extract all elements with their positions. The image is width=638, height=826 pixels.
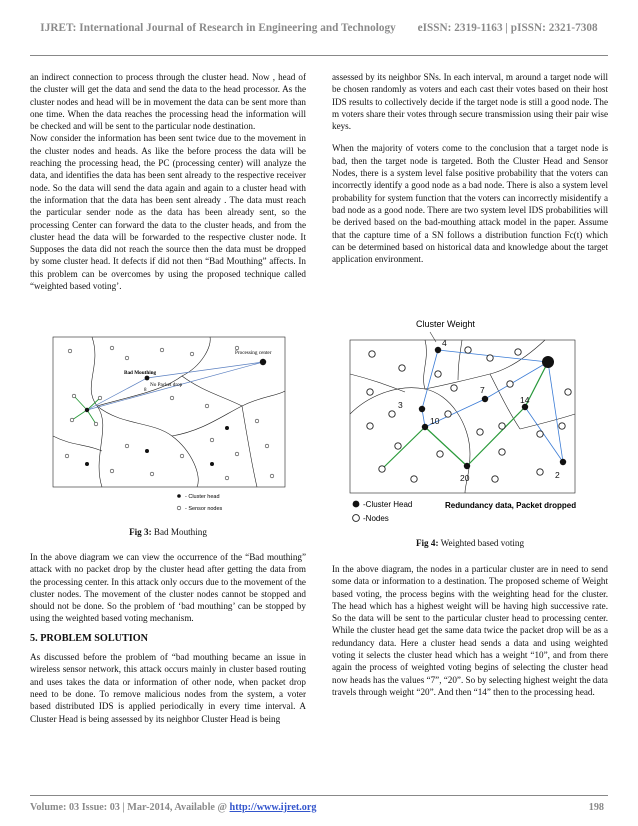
sensor-node: [72, 394, 76, 398]
weight-label: 2: [555, 470, 560, 480]
legend-cluster-head-marker: [353, 501, 360, 508]
node: [477, 429, 483, 435]
footer-rule: [30, 795, 608, 796]
cluster-head-node: [464, 463, 470, 469]
sensor-node: [190, 352, 194, 356]
node: [379, 466, 385, 472]
sensor-node: [210, 438, 214, 442]
section-heading: 5. PROBLEM SOLUTION: [30, 632, 149, 644]
weight-label: 7: [480, 385, 485, 395]
voting-link: [422, 350, 438, 409]
cluster-boundary: [242, 406, 257, 487]
cluster-boundary: [91, 337, 103, 487]
sensor-node: [205, 404, 209, 408]
node: [389, 411, 395, 417]
weight-label: 10: [430, 416, 440, 426]
weighted-path: [467, 407, 525, 466]
cluster-head-node: [85, 462, 89, 466]
node: [559, 423, 565, 429]
cluster-circle-boundary: [350, 388, 470, 493]
sensor-node: [180, 454, 184, 458]
bad-mouthing-label: Bad Mouthing: [124, 370, 157, 376]
sensor-node: [110, 469, 114, 473]
processing-center-node: [260, 359, 266, 365]
sensor-node: [65, 454, 69, 458]
cluster-boundary: [53, 436, 102, 451]
left-column-lower: [30, 551, 306, 725]
cluster-head-node: [435, 347, 441, 353]
processing-head-node: [542, 356, 554, 368]
fig4-caption-title: Weighted based voting: [440, 538, 525, 548]
cluster-head-node: [560, 459, 566, 465]
node: [451, 385, 457, 391]
left-column-upper: [30, 71, 306, 292]
weighted-path: [382, 427, 425, 469]
redundancy-annotation: Redundancy data, Packet dropped: [445, 501, 577, 510]
legend-cluster-head-text: - Cluster head: [185, 494, 220, 500]
fig3-caption: [30, 527, 306, 537]
journal-issn: eISSN: 2319-1163 | pISSN: 2321-7308: [417, 22, 598, 34]
cluster-link: [87, 410, 96, 424]
legend-sensor-marker: [177, 506, 181, 510]
fig4-caption-label: Fig 4:: [415, 538, 439, 548]
cluster-boundary: [520, 414, 575, 429]
node: [411, 476, 417, 482]
fig4-title: Cluster Weight: [416, 319, 475, 329]
right-column-upper: [332, 71, 608, 265]
voting-link: [548, 362, 563, 462]
node: [537, 469, 543, 475]
cluster-head-node: [225, 426, 229, 430]
cluster-boundary: [424, 340, 427, 389]
fig3-caption-title: Bad Mouthing: [153, 527, 207, 537]
sensor-node: [225, 476, 229, 480]
fig3-bad-mouthing-diagram: [52, 336, 287, 516]
node: [565, 389, 571, 395]
data-path-line: [147, 362, 263, 378]
node: [465, 347, 471, 353]
page-number: 198: [588, 802, 604, 813]
weight-label: 14: [520, 395, 530, 405]
legend-sensor-text: - Sensor nodes: [185, 506, 223, 512]
node: [367, 389, 373, 395]
node-number-label: 8: [144, 388, 147, 393]
paragraph: an indirect connection to process through the cluster head. Now , head of the cluster will get the data and send the data to the head processor. As the cluster nodes and head will be in movement the data can be sent more than one time. When the data reaches the processing head the information will be checked and will be sent to the particular node destination.: [30, 72, 306, 132]
paragraph: When the majority of voters come to the conclusion that a target node is bad, then the target node is targeted. Both the Cluster Head and Sensor Nodes, there is a system level false positive probability that the voters can incorrectly identify a good node as a bad node. There is also a system level probability for system function that the voters can incorrectly misidentify a bad node as a good node. There are two system level IDS probabilities will be derived based on the bad-mouthing attack model in the paper. Assume that the capture time of a SN follows a distribution function Fc(t) which can be determined based on historical data and knowledge about the target application environment.: [332, 143, 608, 265]
weight-label: 3: [398, 400, 403, 410]
paragraph: In the above diagram we can view the occurrence of the “Bad mouthing” attack with no packet drop by the cluster head after getting the data from the processing center. In this attack only occurs due to the movement of the cluster nodes. The movement of the cluster nodes cannot be stopped and should not be done. So the problem of ‘bad mouthing’ can be stopped by using the weighted based voting mechanism.: [30, 552, 306, 624]
paragraph: As discussed before the problem of “bad mouthing became an issue in wireless sensor network, this attack occurs mainly in cluster based routing and uses takes the data or information of other node, when packet drop need to be done. To remove malicious nodes from the system, a voter based distributed IDS is applied periodically in every time interval. A Cluster Head is being assessed by its neighbor Cluster Head is being: [30, 652, 306, 724]
sensor-node: [270, 474, 274, 478]
sensor-node: [160, 348, 164, 352]
title-pointer: [430, 332, 436, 342]
paragraph: In the above diagram, the nodes in a particular cluster are in need to send some data or information to a destination. The proposed scheme of Weight based voting, the process begins with the weighting head for the cluster. The head which has a highest weight will be having high successive rate. So the data will be sent to the particular cluster head to processing center. While the cluster head get the same data twice the packet drop will be as a redundancy data. Here a cluster head sends a data and using weighted voting it selects the cluster head which has a weight “10”, and from there again the process of weighted voting begins of selecting the cluster head now heads has the values “7”, “20”. So by selecting highest weight the data travels through weight “20”. And then “14” then to the processing head.: [332, 564, 608, 697]
paragraph: assessed by its neighbor SNs. In each interval, m around a target node will be chosen randomly as voters and each cast their votes based on their host IDS results to collectively decide if the target node is still a good node. The m voters share their votes through secure transmission using their pair wise keys.: [332, 72, 608, 132]
header-rule: [30, 55, 608, 56]
weight-label: 4: [442, 338, 447, 348]
journal-header: [0, 22, 638, 34]
weighted-path: [425, 427, 467, 466]
processing-center-label: Processing center: [235, 350, 272, 356]
voting-link: [525, 407, 563, 462]
node: [445, 411, 451, 417]
sensor-node: [94, 422, 98, 426]
sensor-node: [170, 396, 174, 400]
sensor-node: [125, 356, 129, 360]
sensor-node: [265, 444, 269, 448]
legend-cluster-head-text: -Cluster Head: [363, 500, 413, 509]
sensor-node: [150, 472, 154, 476]
cluster-link: [72, 410, 87, 420]
cluster-boundary: [182, 376, 242, 406]
cluster-head-node: [422, 424, 428, 430]
node: [367, 423, 373, 429]
node: [499, 449, 505, 455]
node: [492, 476, 498, 482]
node: [435, 371, 441, 377]
node: [437, 451, 443, 457]
legend-node-marker: [353, 515, 360, 522]
cluster-head-node: [85, 408, 89, 412]
sensor-node: [68, 349, 72, 353]
journal-link[interactable]: http://www.ijret.org: [229, 802, 317, 813]
node: [499, 423, 505, 429]
node: [507, 381, 513, 387]
sensor-node: [70, 418, 74, 422]
sensor-node: [98, 396, 102, 400]
fig3-caption-label: Fig 3:: [129, 527, 152, 537]
cluster-head-node: [482, 396, 488, 402]
cluster-boundary: [490, 374, 520, 429]
node: [515, 349, 521, 355]
data-path-line: [87, 378, 147, 410]
sensor-node: [125, 444, 129, 448]
cluster-head-node: [145, 449, 149, 453]
no-packet-drop-label: No Packet drop: [150, 382, 183, 388]
node: [537, 431, 543, 437]
cluster-boundary: [458, 340, 462, 380]
paragraph: Now consider the information has been sent twice due to the movement in the cluster nodes and heads. As like the before process the data will be reaching the processing head, the PC (processing center) will analyze the data, and identifies the data has been sent already to the respective receiver node. So the data will send the data again and again to a cluster head with the information that the data has been sent already . The data must reach the particular sender node as the data has been already sent, so the processing Center can forward the data to the cluster heads, and from the cluster head the data will be forwarded to the respective cluster node. It Supposes the data did not reach the source then the data must be dropped by some cluster head. It defects if did not then “Bad Mouthing” affects. In this problem can be overcomes by using the proposed technique called “weighted based voting’.: [30, 133, 306, 292]
cluster-head-node: [419, 406, 425, 412]
cluster-boundary: [97, 406, 198, 487]
legend-node-text: -Nodes: [363, 514, 389, 523]
journal-title: IJRET: International Journal of Research in Engineering and Technology: [40, 22, 396, 34]
page-footer: [30, 802, 608, 813]
fig4-weighted-voting-diagram: [330, 314, 600, 532]
right-column-lower: [332, 563, 608, 698]
weight-label: 20: [460, 473, 470, 483]
fig4-caption: [332, 538, 608, 548]
footer-text: Volume: 03 Issue: 03 | Mar-2014, Available @: [30, 802, 230, 813]
node: [487, 355, 493, 361]
node: [395, 443, 401, 449]
node: [369, 351, 375, 357]
sensor-node: [255, 419, 259, 423]
sensor-node: [110, 346, 114, 350]
node: [399, 365, 405, 371]
legend-cluster-head-marker: [177, 494, 181, 498]
cluster-head-node: [210, 462, 214, 466]
sensor-node: [235, 452, 239, 456]
cluster-link: [74, 396, 87, 410]
cluster-head-node: [145, 376, 150, 381]
